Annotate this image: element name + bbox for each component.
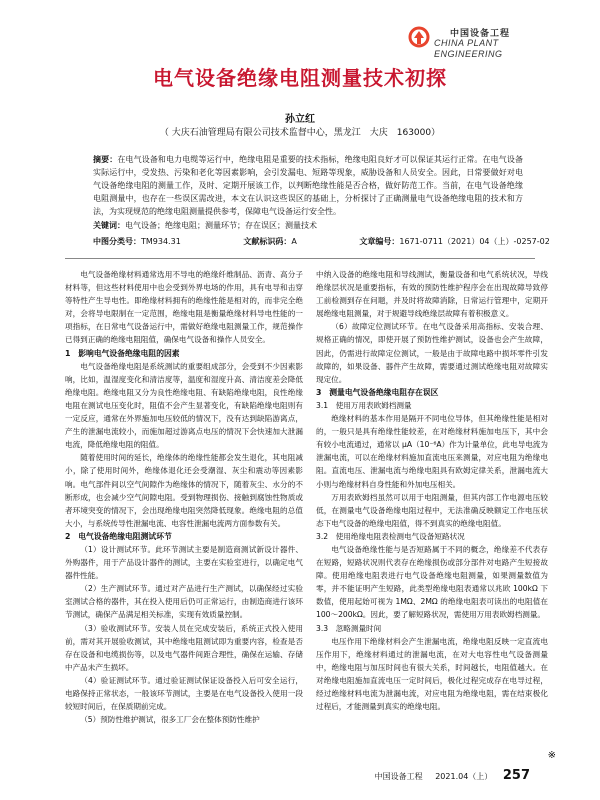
abstract-text: 在电气设备和电力电缆等运行中，绝缘电阻是重要的技术指标，绝缘电阻良好才可以保证其运行正常。在电气设备实际运行中，受发热、污染和老化等因素影响，会引发漏电、短路等现象，威胁设备和人员安全。因此，日常要做好对电气设备绝缘电阻的测量工作，及时、定期开展该工作，以判断绝缘性能是否合格，做好防范工作。当前，在电气设备绝缘电阻测量中，也存在一些误区需改进，本文在认识这些误区的基础上，分析探讨了正确测量电气设备绝缘电阻的技术和方法，为实现规范的绝缘电阻测量提供参考，保障电气设备运行安全性。 [93, 155, 524, 216]
body-paragraph: 电气设备绝缘电阻是系统测试的重要组成部分，会受到不少因素影响，比如，温湿度变化和清洁度等，温度和湿度升高、清洁度差会降低绝缘电阻。绝缘电阻又分为良性绝缘电阻、有缺陷绝缘电阻，良性绝缘电阻在测试电压变化时，阻值不会产生显著变化，有缺陷绝缘电阻则有一定反应，通常在外界施加电压较低的情况下，没有达到缺陷游离点，产生的泄漏电流较小，而施加超过游离点电压的情况下会快速加大泄漏电流，降低绝缘电阻的阻值。 [65, 361, 303, 450]
subsection-heading: 3.3 忽略测量时间 [316, 623, 382, 633]
body-paragraph: 绝缘材料的基本作用是隔开不同电位导体，但其绝缘性能是相对的，一般只是具有绝缘性能较差，在对绝缘材料施加电压下，其中会有较小电流通过，通常以 μA（10⁻⁶A）作为计量单位，此电导电流为泄漏电流，可以在绝缘材料施加直流电压来测量，对应电阻为绝缘电阻。直流电压、泄漏电流与绝缘电阻具有欧姆定律关系，泄漏电流大小则与绝缘材料自身性能和外加电压相关。 [316, 414, 548, 489]
section-heading: 3 测量电气设备绝缘电阻存在误区 [316, 387, 439, 397]
page-number: 257 [502, 768, 530, 783]
keywords-text: 电气设备；绝缘电阻；测量环节；存在误区；测量技术 [125, 221, 317, 230]
logo-english-line2: ENGINEERING [434, 49, 503, 59]
body-paragraph: （4）验证测试环节。通过验证测试保证设备投入后可安全运行，电路保持正常状态，一般该环节测试，主要是在电气设备投入使用一段较短时间后，在保质期前完成。 [65, 675, 303, 712]
article-id: 文章编号：1671-0711（2021）04（上）-0257-02 [359, 237, 550, 246]
keywords [93, 220, 523, 232]
section-heading: 2 电气设备绝缘电阻测试环节 [65, 531, 172, 541]
body-right-column [316, 268, 548, 713]
subsection-heading: 3.2 使用绝缘电阻表检测电气设备短路状况 [316, 531, 465, 541]
body-paragraph: 电气设备绝缘材料通常选用不导电的绝缘纤维制品、沥青、高分子材料等，但这些材料使用中也会受到外界电场的作用，具有电导和击穿等特性产生导电性。即绝缘材料拥有的绝缘性能是相对的，而非完全绝对，会将导电限制在一定范围，绝缘电阻是衡量绝缘材料导电性能的一项指标，在日常电气设备运行中，需做好绝缘电阻测量工作，规范操作已得到正确的绝缘电阻阻值，确保电气设备和操作人员安全。 [65, 270, 303, 345]
abstract [93, 153, 523, 218]
body-paragraph: （5）预防性维护测试，很多工厂会在整体预防性维护 [80, 715, 260, 725]
subsection-heading: 3.1 使用万用表欧姆档测量 [316, 400, 412, 410]
body-paragraph: 万用表欧姆档虽然可以用于电阻测量，但其内部工作电源电压较低，在测量电气设备绝缘电阻过程中，无法准确反映额定工作电压状态下电气设备的绝缘电阻值，得不到真实的绝缘电阻值。 [316, 492, 548, 528]
abstract-label: 摘要： [93, 155, 118, 164]
logo-english-line1: CHINA PLANT [434, 38, 499, 48]
logo-chinese-name: 中国设备工程 [450, 29, 511, 39]
classification-row [93, 236, 550, 248]
body-paragraph: 中纳入设备的绝缘电阻和导线测试，衡量设备和电气系统状况，导线绝缘层状况是重要指标，有效的预防性维护程序会在出现故障导致停工前检测到存在问题，并及时将故障消除，日常运行管理中，定期开展绝缘电阻测量，对于规避导线绝缘层故障有着积极意义。 [316, 270, 548, 319]
keywords-label: 关键词： [93, 221, 125, 230]
footer-issue: 2021.04（上） [435, 772, 493, 781]
body-left-column [65, 268, 303, 726]
section-heading: 1 影响电气设备绝缘电阻的因素 [65, 348, 180, 358]
section-divider [65, 258, 535, 259]
author-affiliation: （ 大庆石油管理局有限公司技术监督中心，黑龙江 大庆 163000） [159, 128, 441, 138]
clc-number: 中图分类号：TM934.31 [93, 237, 181, 246]
body-paragraph: （3）验收测试环节。安装人员在完成安装后，系统正式投入使用前，需对其开展验收测试，其中绝缘电阻测试即为重要内容，检查是否存在设备和电缆损伤等，以及电气器件间距合理性，确保在运输、存储中产品未产生损坏。 [65, 623, 303, 672]
page-footer [375, 768, 530, 783]
body-paragraph: （6）故障定位测试环节。在电气设备采用高指标、安装合理、规格正确的情况，即使开展了预防性维护测试，设备也会产生故障，因此，仍需进行故障定位测试，一般是由于故障电路中损坏零件引发故障的，如果设备、器件产生故障，需要通过测试绝缘电阻对故障实现定位。 [316, 322, 548, 384]
article-title: 电气设备绝缘电阻测量技术初探 [153, 66, 447, 90]
journal-emblem-icon [408, 26, 430, 48]
author-name: 孙立红 [285, 114, 315, 125]
body-paragraph: （1）设计测试环节。此环节测试主要是制造商测试新设计器件、外购器件，用于产品设计器件的测试，主要在实验室进行，以确定电气器件性能。 [65, 544, 303, 581]
document-code: 文献标识码：A [243, 237, 297, 246]
corner-mark: ※ [547, 750, 556, 761]
body-paragraph: （2）生产测试环节。通过对产品进行生产测试，以确保经过实验室测试合格的器件，其在投入使用后仍可正常运行，由制造商进行该环节测试，确保产品满足相关标准，实现有效质量控制。 [65, 584, 303, 620]
body-paragraph: 电气设备绝缘性能与是否短路属于不同的概念，绝缘差不代表存在短路，短路状况则代表存在绝缘损伤或部分部件对电路产生短接故障。使用绝缘电阻表进行电气设备绝缘电阻测量，如果测量数值为零，并不能证明产生短路，此类型绝缘电阻表通常以兆欧 100kΩ 下数值，使用起始可视为 1MΩ、2MΩ 的绝缘电阻表可读出的电阻值在 100～200kΩ。因此，要了解短路状况，需使用万用表欧姆档测量。 [316, 544, 548, 620]
body-paragraph: 电压作用下绝缘材料会产生泄漏电流，绝缘电阻反映一定直流电压作用下，绝缘材料通过的泄漏电流，在对大电容性电气设备测量中，绝缘电阻与加压时间也有很大关系，时间越长，电阻值越大。在对绝缘电阻施加直流电压一定时间后，极化过程完成存在电导过程，经过绝缘材料电流为泄漏电流，对应电阻为绝缘电阻，需在结束极化过程后，才能测量到真实的绝缘电阻。 [316, 636, 548, 712]
footer-journal: 中国设备工程 [374, 772, 423, 781]
body-paragraph: 随着使用时间的延长，绝缘体的绝缘性能都会发生退化，其电阻减小，除了使用时间外，绝缘体退化还会受潮湿、灰尘和震动等因素影响。电气部件间以空气间隙作为绝缘体的情况下，随着灰尘、水分的不断形成，也会减少空气间隙电阻。受到物理损伤、接触到腐蚀性物质或者环境突变的情况下，会出现绝缘电阻突然降低现象。绝缘电阻的总值大小，与系统传导性泄漏电流、电容性泄漏电流两方面参数有关。 [65, 453, 303, 528]
